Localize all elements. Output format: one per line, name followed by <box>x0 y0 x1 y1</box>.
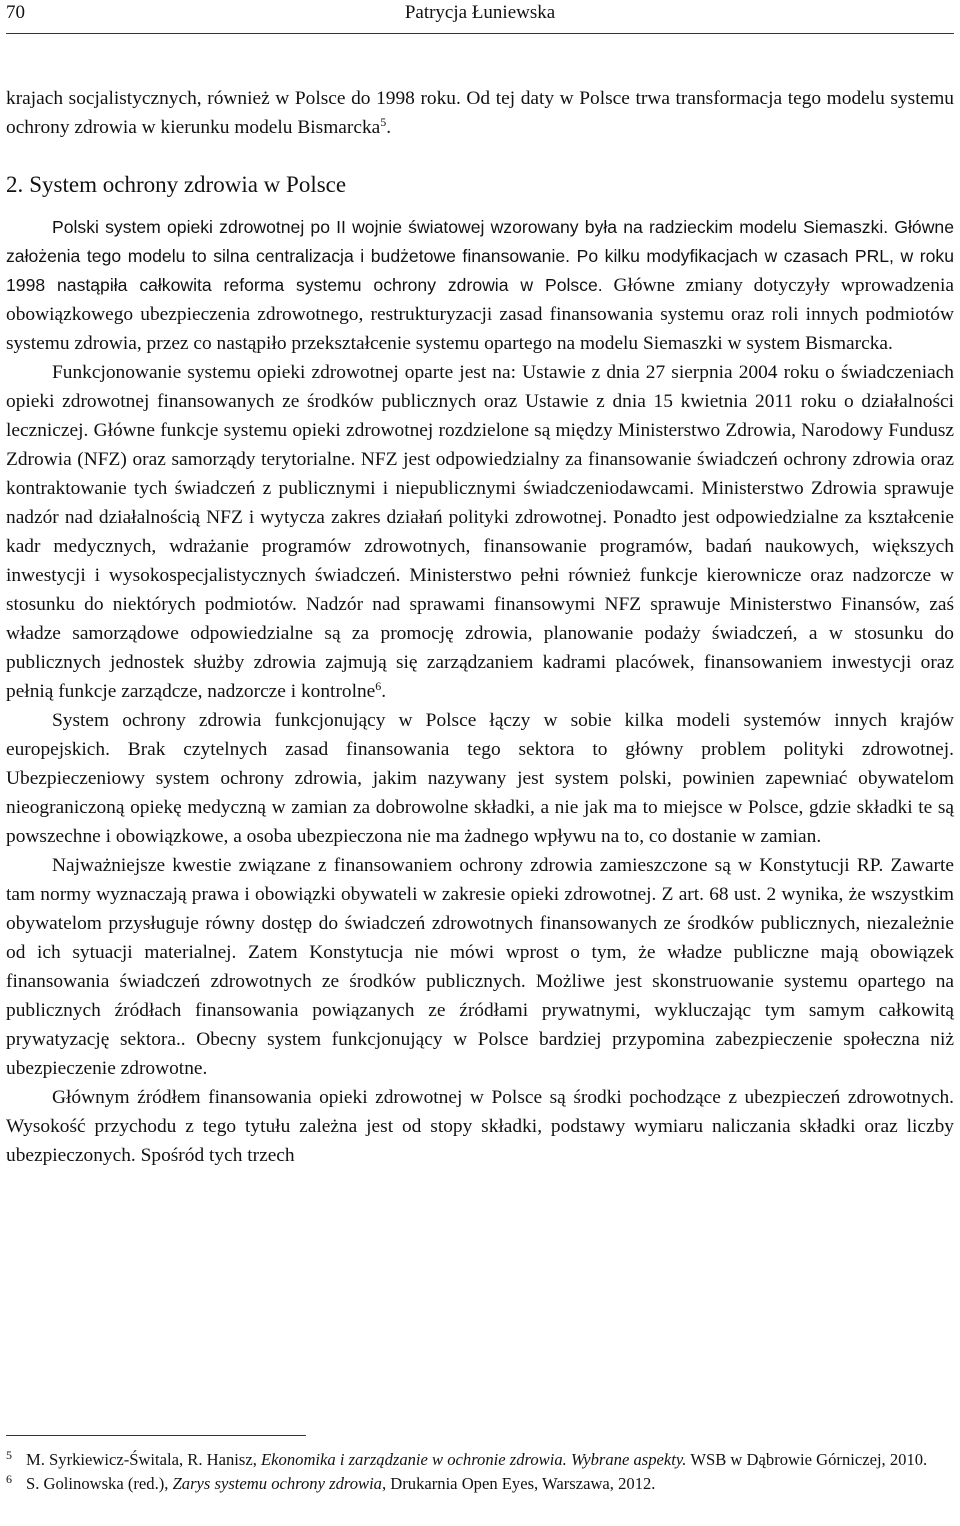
paragraph-text: Funkcjonowanie systemu opieki zdrowotnej oparte jest na: Ustawie z dnia 27 sierpnia 2004 roku o świadczeniach opieki zdrowotnej finansowanych ze środków publicznych oraz Ustawie z dnia 15 kwietnia 2011 roku o działalności leczniczej. Główne funkcje systemu opieki zdrowotnej rozdzielone są między Ministerstwo Zdrowia, Narodowy Fundusz Zdrowia (NFZ) oraz samorządy terytorialne. NFZ jest odpowiedzialny za finansowanie świadczeń ochrony zdrowia oraz kontraktowanie tych świadczeń z publicznymi i niepublicznymi świadczeniodawcami. Ministerstwo Zdrowia sprawuje nadzór nad działalnością NFZ i wytycza zakres działań polityki zdrowotnej. Ponadto jest odpowiedzialne za kształcenie kadr medycznych, wdrażanie programów zdrowotnych, finansowanie programów, badań naukowych, większych inwestycji i wysokospecjalistycznych świadczeń. Ministerstwo pełni również funkcje kierownicze oraz nadzorcze w stosunku do niektórych podmiotów. Nadzór nad sprawami finansowymi NFZ sprawuje Ministerstwo Finansów, zaś władze samorządowe odpowiedzialne są za promocję zdrowia, planowanie podaży świadczeń, a w stosunku do publicznych jednostek służby zdrowia zajmują się zarządzaniem kadrami placówek, finansowaniem inwestycji oraz pełnią funkcje zarządcze, nadzorcze i kontrolne <box>6 362 954 702</box>
paragraph-1 <box>6 213 954 358</box>
paragraph-text: krajach socjalistycznych, również w Polsce do 1998 roku. Od tej daty w Polsce trwa transformacja tego modelu systemu ochrony zdrowia w kierunku modelu Bismarcka <box>6 88 954 138</box>
section-number: 2. <box>6 172 24 197</box>
footnote-5 <box>6 1448 954 1472</box>
section-title: System ochrony zdrowia w Polsce <box>29 172 347 197</box>
body-text <box>6 84 954 1170</box>
paragraph-serif-text: Główne zmiany dotyczyły wprowadzenia obowiązkowego ubezpieczenia zdrowotnego, restrukturyzacji zasad finansowania systemu oraz roli innych podmiotów systemu zdrowia, przez co nastąpiło przekształcenie systemu opartego na modelu Siemaszki w system Bismarcka. <box>6 275 954 354</box>
footnote-mark: 6 <box>6 1472 12 1486</box>
paragraph-2: Funkcjonowanie systemu opieki zdrowotnej oparte jest na: Ustawie z dnia 27 sierpnia 2004 roku o świadczeniach opieki zdrowotnej finansowanych ze środków publicznych oraz Ustawie z dnia 15 kwietnia 2011 roku o działalności leczniczej. Główne funkcje systemu opieki zdrowotnej rozdzielone są między Ministerstwo Zdrowia, Narodowy Fundusz Zdrowia (NFZ) oraz samorządy terytorialne. NFZ jest odpowiedzialny za finansowanie świadczeń ochrony zdrowia oraz kontraktowanie tych świadczeń z publicznymi i niepublicznymi świadczeniodawcami. Ministerstwo Zdrowia sprawuje nadzór nad działalnością NFZ i wytycza zakres działań polityki zdrowotnej. Ponadto jest odpowiedzialne za kształcenie kadr medycznych, wdrażanie programów zdrowotnych, finansowanie programów, badań naukowych, większych inwestycji i wysokospecjalistycznych świadczeń. Ministerstwo pełni również funkcje kierownicze oraz nadzorcze w stosunku do niektórych podmiotów. Nadzór nad sprawami finansowymi NFZ sprawuje Ministerstwo Finansów, zaś władze samorządowe odpowiedzialne są za promocję zdrowia, planowanie podaży świadczeń, a w stosunku do publicznych jednostek służby zdrowia zajmują się zarządzaniem kadrami placówek, finansowaniem inwestycji oraz pełnią funkcje zarządcze, nadzorcze i kontrolne$^6$. <box>6 362 954 702</box>
footnote-rest: , Drukarnia Open Eyes, Warszawa, 2012. <box>381 1474 656 1493</box>
footnote-authors: S. Golinowska (red.), <box>26 1474 173 1493</box>
footnotes <box>6 1448 954 1496</box>
footnote-ref-6[interactable]: 6 <box>375 679 382 693</box>
running-header <box>6 2 954 26</box>
footnote-title: Ekonomika i zarządzanie w ochronie zdrowia. Wybrane aspekty. <box>261 1450 687 1469</box>
page-number: 70 <box>6 2 25 23</box>
footnote-6 <box>6 1472 954 1496</box>
footnote-title: Zarys systemu ochrony zdrowia <box>172 1474 382 1493</box>
paragraph-5: Głównym źródłem finansowania opieki zdrowotnej w Polsce są środki pochodzące z ubezpieczeń zdrowotnych. Wysokość przychodu z tego tytułu zależna jest od stopy składki, podstawy wymiaru naliczania składki oraz liczby ubezpieczonych. Spośród tych trzech <box>6 1087 954 1166</box>
paragraph-continuation: krajach socjalistycznych, również w Polsce do 1998 roku. Od tej daty w Polsce trwa transformacja tego modelu systemu ochrony zdrowia w kierunku modelu Bismarcka$^5$. <box>6 88 954 138</box>
footnote-rest: WSB w Dąbrowie Górniczej, 2010. <box>686 1450 928 1469</box>
running-header-author: Patrycja Łuniewska <box>404 2 556 23</box>
paragraph-sans-text: Polski system opieki zdrowotnej po II wojnie światowej wzorowany była na radzieckim modelu Siemaszki. Główne założenia tego modelu to silna centralizacja i budżetowe finansowanie. Po kilku modyfikacjach w czasach PRL, w roku 1998 nastąpiła całkowita reforma systemu ochrony zdrowia w Polsce. <box>6 217 954 295</box>
paragraph-3: System ochrony zdrowia funkcjonujący w Polsce łączy w sobie kilka modeli systemów innych krajów europejskich. Brak czytelnych zasad finansowania tego sektora to główny problem polityki zdrowotnej. Ubezpieczeniowy system ochrony zdrowia, jakim nazywany jest system polski, powinien zapewniać obywatelom nieograniczoną opiekę medyczną w zamian za dobrowolne składki, a nie jak ma to miejsce w Polsce, gdzie składki te są powszechne i obowiązkowe, a osoba ubezpieczona nie ma żadnego wpływu na to, co dostanie w zamian. <box>6 710 954 847</box>
header-rule <box>6 33 954 34</box>
footnote-ref-5[interactable]: 5 <box>380 115 387 129</box>
paragraph-4: Najważniejsze kwestie związane z finansowaniem ochrony zdrowia zamieszczone są w Konstytucji RP. Zawarte tam normy wyznaczają prawa i obowiązki obywateli w zakresie opieki zdrowotnej. Z art. 68 ust. 2 wynika, że wszystkim obywatelom przysługuje równy dostęp do świadczeń zdrowotnych finansowanych ze środków publicznych, niezależnie od ich sytuacji materialnej. Zatem Konstytucja nie mówi wprost o tym, że władze publiczne mają obowiązek finansowania świadczeń zdrowotnych ze środków publicznych. Możliwe jest skonstruowanie systemu opartego na publicznych źródłach finansowania powiązanych ze źródłami prywatnymi, wykluczając tym samym całkowitą prywatyzację sektora.. Obecny system funkcjonujący w Polsce bardziej przypomina zabezpieczenie społeczna niż ubezpieczenie zdrowotne. <box>6 855 954 1079</box>
footnote-rule <box>6 1435 306 1436</box>
footnote-authors: M. Syrkiewicz-Świtala, R. Hanisz, <box>26 1450 262 1469</box>
footnote-mark: 5 <box>6 1448 12 1462</box>
section-heading <box>6 169 954 201</box>
